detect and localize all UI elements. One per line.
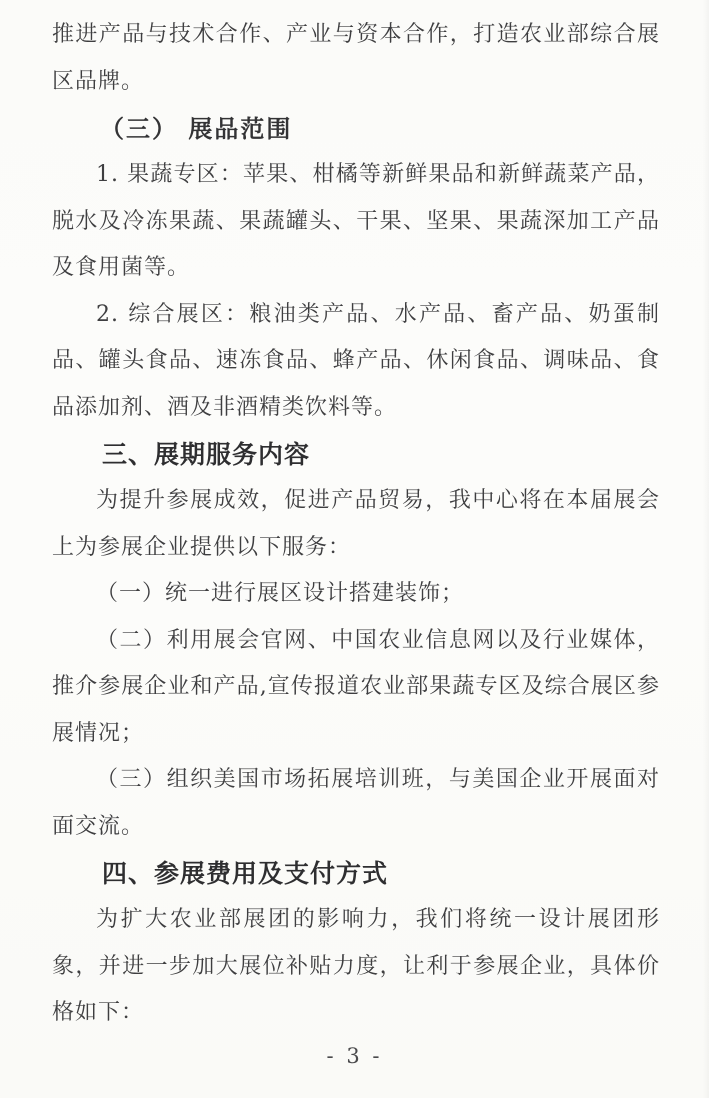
- paragraph: （三）组织美国市场拓展培训班，与美国企业开展面对面交流。: [52, 767, 660, 839]
- section-heading: 三、展期服务内容: [102, 440, 311, 469]
- section-heading: 四、参展费用及支付方式: [102, 859, 389, 888]
- paragraph: 为扩大农业部展团的影响力，我们将统一设计展团形象，并进一步加大展位补贴力度，让利于参展企业，具体价格如下：: [52, 907, 660, 1025]
- scan-edge-artifact: [703, 0, 709, 1098]
- paragraph: （二）利用展会官网、中国农业信息网以及行业媒体，推介参展企业和产品,宣传报道农业部果蔬专区及综合展区参展情况；: [52, 627, 660, 746]
- paragraph: 2. 综合展区：粮油类产品、水产品、畜产品、奶蛋制品、罐头食品、速冻食品、蜂产品、休闲食品、调味品、食品添加剂、酒及非酒精类饮料等。: [52, 301, 660, 420]
- paragraph: 推进产品与技术合作、产业与资本合作，打造农业部综合展区品牌。: [52, 22, 660, 94]
- document-body: [52, 12, 660, 1037]
- paragraph: 1. 果蔬专区：苹果、柑橘等新鲜果品和新鲜蔬菜产品，脱水及冷冻果蔬、果蔬罐头、干果、坚果、果蔬深加工产品及食用菌等。: [52, 162, 660, 280]
- paragraph: （一）统一进行展区设计搭建装饰；: [96, 581, 465, 606]
- page-number: - 3 -: [326, 1044, 383, 1068]
- section-heading: （三） 展品范围: [100, 114, 293, 143]
- paragraph: 为提升参展成效，促进产品贸易，我中心将在本届展会上为参展企业提供以下服务：: [52, 488, 660, 560]
